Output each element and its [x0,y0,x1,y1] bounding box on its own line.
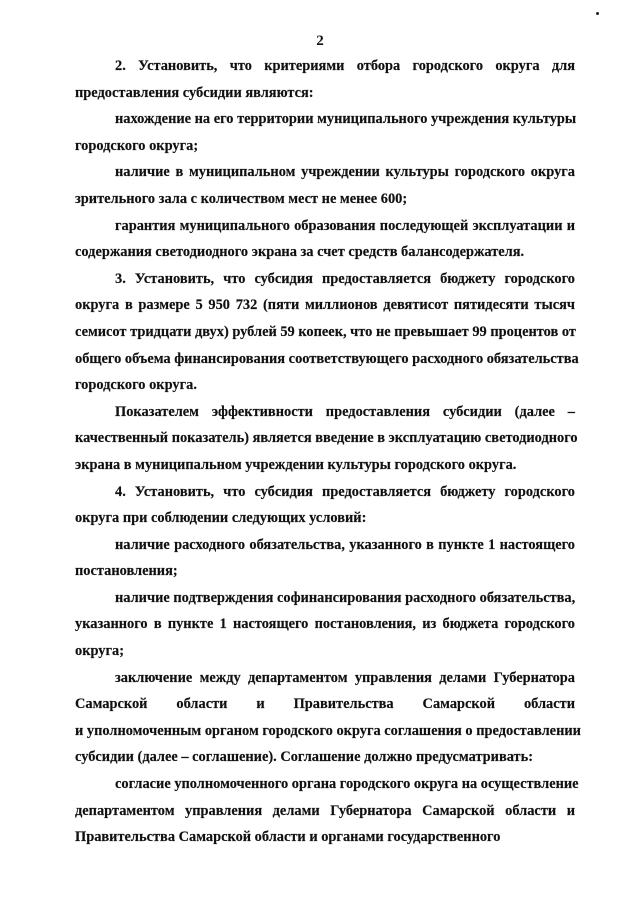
paragraph-condition-1 [75,532,575,585]
text-line: зрительного зала с количеством мест не менее 600; [75,190,408,207]
paragraph-condition-3 [75,665,581,771]
text-line: указанного в пункте 1 настоящего постановления, из бюджета городского [75,616,575,633]
text-line: округа в размере 5 950 732 (пяти миллионов девятисот пятидесяти тысяч [75,297,575,314]
text-line: 2. Установить, что критериями отбора городского округа для [115,58,575,74]
text-line: наличие расходного обязательства, указанного в пункте 1 настоящего [115,536,575,553]
text-line: общего объема финансирования соответствующего расходного обязательства [75,350,579,367]
paragraph-condition-2 [75,585,575,665]
paragraph-agreement-consent [75,771,579,851]
paragraph-criterion-2 [75,159,575,212]
text-line: 3. Установить, что субсидия предоставляется бюджету городского [115,270,575,287]
paragraph-quality-indicator [75,399,578,479]
paragraph-criterion-3 [75,213,575,266]
page-number: 2 [316,33,324,49]
text-line: постановления; [75,563,178,580]
document-body [75,53,581,851]
text-line: семисот тридцати двух) рублей 59 копеек, что не превышает 99 процентов от [75,323,576,340]
text-line: Правительства Самарской области и органами государственного [75,829,501,846]
text-line: согласие уполномоченного органа городского округа на осуществление [115,776,579,793]
paragraph-conditions-intro [75,479,575,532]
text-line: предоставления субсидии являются: [75,84,314,101]
paragraph-subsidy-amount [75,266,579,399]
text-line: Показателем эффективности предоставления субсидии (далее – [115,403,575,420]
text-line: и уполномоченным органом городского округа соглашения о предоставлении [75,722,581,739]
text-line: округа при соблюдении следующих условий: [75,510,367,527]
paragraph-criteria-intro [75,53,575,106]
text-line: качественный показатель) является введение в эксплуатацию светодиодного [75,430,578,447]
text-line: округа; [75,643,125,660]
text-line: наличие подтверждения софинансирования расходного обязательства, [115,589,576,606]
text-line: 4. Установить, что субсидия предоставляется бюджету городского [115,483,575,500]
text-line: гарантия муниципального образования последующей эксплуатации и [115,217,575,234]
text-line: заключение между департаментом управления делами Губернатора [115,669,575,686]
text-line: департаментом управления делами Губернатора Самарской области и [75,802,575,819]
text-line: содержания светодиодного экрана за счет средств балансодержателя. [75,244,525,261]
scan-mark [596,12,599,15]
paragraph-criterion-1 [75,106,575,159]
text-line: наличие в муниципальном учреждении культуры городского округа [115,164,575,181]
text-line: городского округа; [75,137,199,154]
text-line: Самарской области и Правительства Самарской области [75,696,575,713]
text-line: городского округа. [75,377,197,394]
text-line: субсидии (далее – соглашение). Соглашение должно предусматривать: [75,749,534,766]
text-line: нахождение на его территории муниципального учреждения культуры [115,111,577,128]
text-line: экрана в муниципальном учреждении культуры городского округа. [75,456,517,473]
